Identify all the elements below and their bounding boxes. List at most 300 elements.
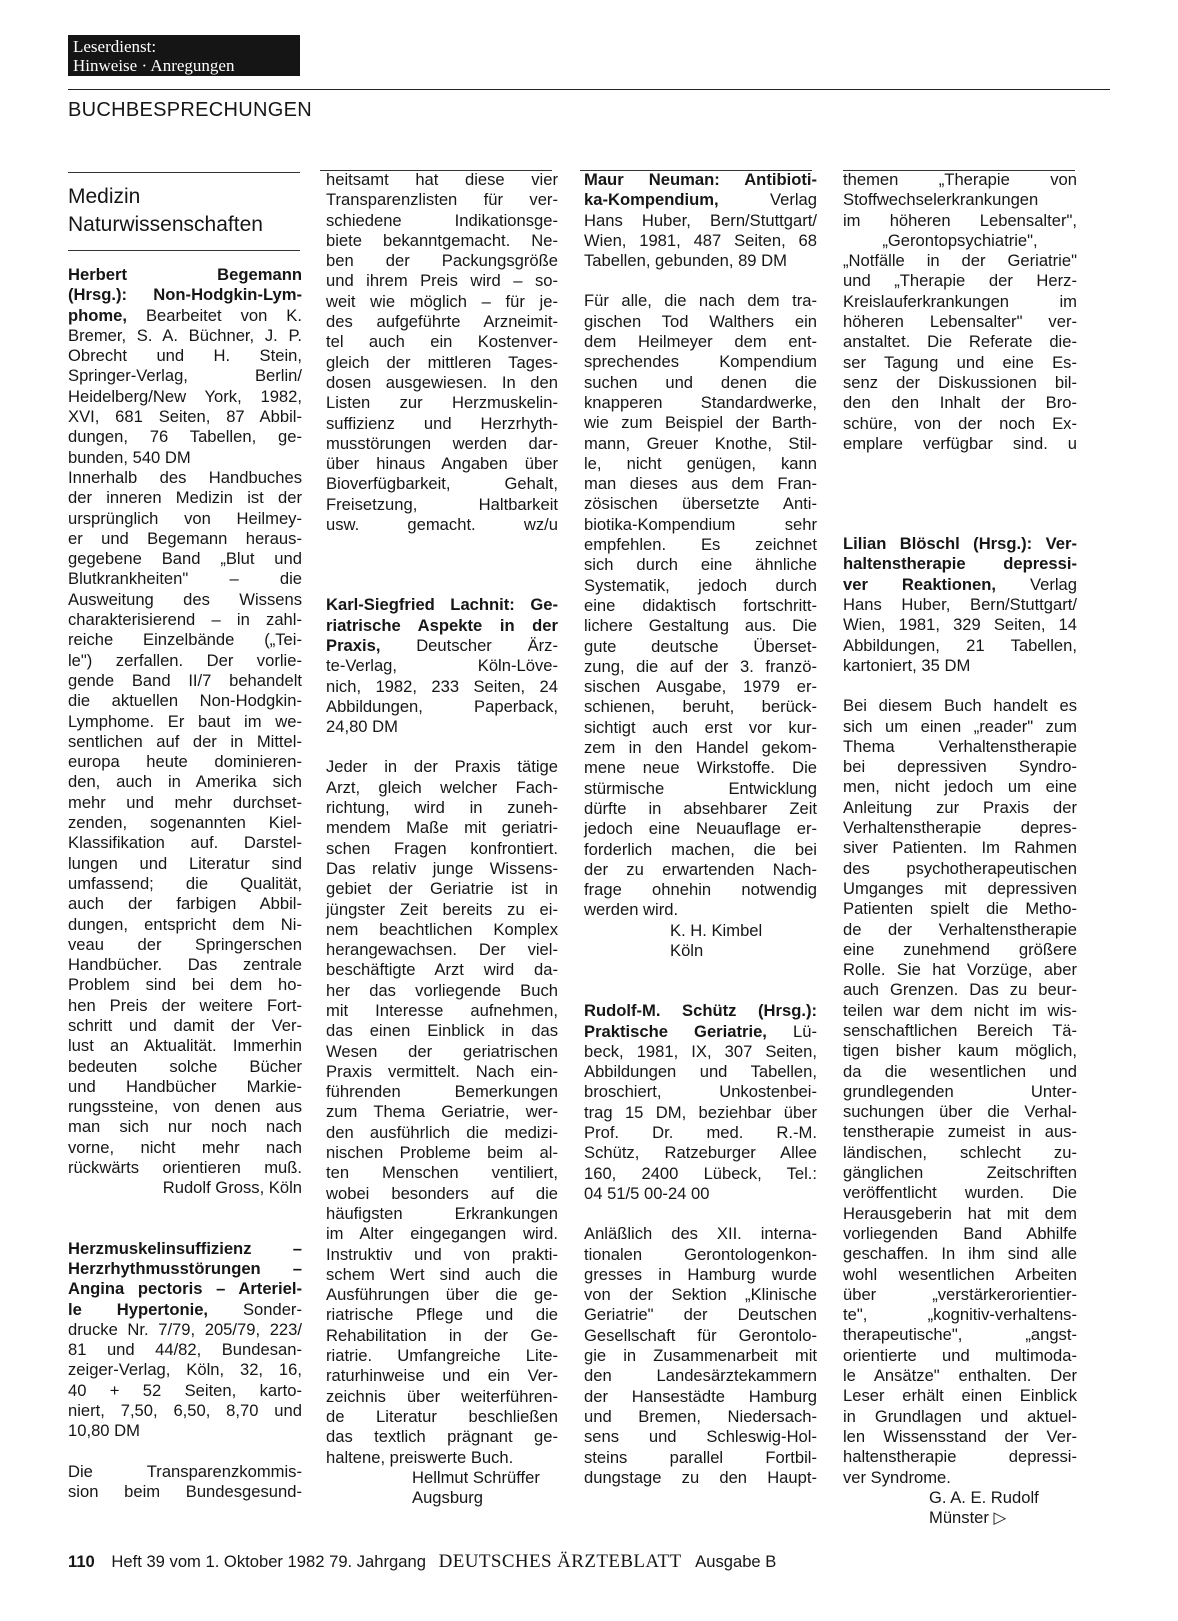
- text-run: ser Tagung und eine Es-: [843, 352, 1077, 372]
- text-line: [584, 332, 817, 352]
- text-run: suchen und denen die: [584, 372, 817, 392]
- text-run: auch der farbigen Abbil-: [68, 894, 302, 914]
- text-line: [584, 1427, 817, 1447]
- text-line: [68, 1259, 302, 1279]
- paragraph-gap: [68, 1199, 302, 1239]
- text-run: höheren Lebensalter" ver-: [843, 312, 1077, 332]
- paragraph-gap: [68, 1442, 302, 1462]
- text-run: Verhaltenstherapie depres-: [843, 818, 1077, 838]
- text-run: den ausführlich die medizi-: [326, 1122, 558, 1142]
- text-line: [326, 190, 558, 210]
- text-run: Listen zur Herzmuskelin-: [326, 393, 558, 413]
- text-line: [326, 1143, 558, 1163]
- text-line: [843, 170, 1077, 190]
- text-run: schen Fragen konfrontiert.: [326, 838, 558, 858]
- text-run: senz der Diskussionen bil-: [843, 372, 1077, 392]
- text-line: [843, 1488, 1077, 1508]
- text-line: [843, 920, 1077, 940]
- text-line: [584, 616, 817, 636]
- text-run: Springer-Verlag, Berlin/: [68, 366, 302, 386]
- text-line: [68, 915, 302, 935]
- text-line: [843, 980, 1077, 1000]
- text-line: [843, 554, 1077, 574]
- text-run: Die Transparenzkommis-: [68, 1461, 302, 1481]
- text-line: [843, 1447, 1077, 1467]
- text-line: [326, 434, 558, 454]
- paragraph-gap: [326, 737, 558, 757]
- text-line: [326, 211, 558, 231]
- text-run: veröffentlicht wurden. Die: [843, 1183, 1077, 1203]
- text-run: auch Grenzen. Das zu beur-: [843, 980, 1077, 1000]
- bold-text-run: Herzrhythmusstörungen –: [68, 1258, 302, 1278]
- text-line: [843, 231, 1077, 251]
- text-line: [843, 960, 1077, 980]
- text-run: len Wissensstand der Ver-: [843, 1426, 1077, 1446]
- text-line: [843, 757, 1077, 777]
- text-line: [68, 1360, 302, 1380]
- text-run: drucke Nr. 7/79, 205/79, 223/: [68, 1319, 302, 1339]
- text-line: [326, 1082, 558, 1102]
- paragraph-gap: [326, 575, 558, 595]
- text-line: [68, 975, 302, 995]
- text-line: [843, 373, 1077, 393]
- text-line: [584, 1387, 817, 1407]
- text-run: themen „Therapie von: [843, 170, 1077, 189]
- text-line: [843, 656, 1077, 676]
- text-run: stürmische Entwicklung: [584, 778, 817, 798]
- text-line: [843, 434, 1077, 454]
- text-line: [68, 1462, 302, 1482]
- text-line: [843, 251, 1077, 271]
- text-run: bunden, 540 DM: [68, 447, 191, 467]
- text-line: [584, 1184, 817, 1204]
- bold-text-run: Maur Neuman: Antibioti-: [584, 170, 817, 189]
- header-rule: [68, 89, 1110, 90]
- text-run: geschaffen. In ihm sind alle: [843, 1244, 1077, 1264]
- text-run: forderlich machen, die bei: [584, 839, 817, 859]
- text-run: jüngster Zeit bereits zu ei-: [326, 899, 558, 919]
- text-run: Sonder-: [242, 1299, 302, 1319]
- text-line: [584, 1143, 817, 1163]
- text-line: [843, 1122, 1077, 1142]
- text-line: [843, 1062, 1077, 1082]
- text-run: sprechendes Kompendium: [584, 352, 817, 372]
- text-line: [68, 326, 302, 346]
- text-line: [584, 454, 817, 474]
- text-line: [843, 859, 1077, 879]
- text-run: Ausführungen über die ge-: [326, 1285, 558, 1305]
- text-run: das textlich prägnant ge-: [326, 1427, 558, 1447]
- text-run: Ausweitung des Wissens: [68, 589, 302, 609]
- text-run: 81 und 44/82, Bundesan-: [68, 1340, 302, 1360]
- paragraph-gap: [843, 494, 1077, 534]
- text-line: [326, 595, 558, 615]
- text-run: Anleitung zur Praxis der: [843, 797, 1077, 817]
- text-run: Bearbeitet von K.: [145, 305, 302, 325]
- text-run: le Ansätze" enthalten. Der: [843, 1366, 1077, 1386]
- text-run: her das vorliegende Buch: [326, 980, 558, 1000]
- text-line: [843, 717, 1077, 737]
- text-run: Innerhalb des Handbuches: [68, 467, 302, 487]
- text-run: Hellmut Schrüffer: [412, 1467, 540, 1487]
- text-run: beschäftigte Arzt wird da-: [326, 960, 558, 980]
- text-line: [326, 960, 558, 980]
- text-line: [68, 1401, 302, 1421]
- text-run: schienen, beruht, berück-: [584, 697, 817, 717]
- text-run: er und Begemann heraus-: [68, 528, 302, 548]
- text-line: [326, 170, 558, 190]
- text-line: [843, 777, 1077, 797]
- text-line: [68, 813, 302, 833]
- text-line: [584, 291, 817, 311]
- text-line: [326, 515, 558, 535]
- text-line: [68, 569, 302, 589]
- text-line: [68, 1138, 302, 1158]
- bold-text-run: ver Reaktionen,: [843, 574, 1030, 594]
- text-run: heitsamt hat diese vier: [326, 170, 558, 189]
- text-line: [68, 1340, 302, 1360]
- text-run: lust an Aktualität. Immerhin: [68, 1036, 302, 1056]
- text-line: [843, 636, 1077, 656]
- text-line: [843, 1508, 1077, 1528]
- category-line-2: Naturwissenschaften: [68, 213, 263, 236]
- text-line: [326, 474, 558, 494]
- text-line: [68, 712, 302, 732]
- text-run: te", „kognitiv-verhaltens-: [843, 1305, 1077, 1325]
- text-line: [843, 190, 1077, 210]
- text-run: sentlichen auf der in Mittel-: [68, 731, 302, 751]
- text-line: [843, 393, 1077, 413]
- text-run: gute deutsche Überset-: [584, 636, 817, 656]
- text-line: [584, 1448, 817, 1468]
- text-run: Wesen der geriatrischen: [326, 1041, 558, 1061]
- text-run: sischen Ausgabe, 1979 er-: [584, 677, 817, 697]
- text-line: [843, 1468, 1077, 1488]
- text-line: [68, 366, 302, 386]
- text-run: sens und Schleswig-Hol-: [584, 1427, 817, 1447]
- text-line: [843, 1163, 1077, 1183]
- text-line: [326, 940, 558, 960]
- text-line: [584, 779, 817, 799]
- text-line: [68, 1077, 302, 1097]
- text-line: [68, 833, 302, 853]
- text-line: [326, 231, 558, 251]
- text-run: Wien, 1981, 487 Seiten, 68: [584, 230, 817, 250]
- text-run: hen Preis der weitere Fort-: [68, 995, 302, 1015]
- text-run: kartoniert, 35 DM: [843, 655, 971, 675]
- bold-text-run: Karl-Siegfried Lachnit: Ge-: [326, 595, 558, 615]
- text-line: [68, 1279, 302, 1299]
- text-line: [584, 1366, 817, 1386]
- text-line: [68, 346, 302, 366]
- text-run: Lü-: [793, 1021, 817, 1041]
- text-line: [584, 1123, 817, 1143]
- text-run: reiche Einzelbände („Tei-: [68, 630, 302, 650]
- text-run: zenden, sogenannten Kiel-: [68, 813, 302, 833]
- text-run: dungen, 76 Tabellen, ge-: [68, 427, 302, 447]
- text-run: G. A. E. Rudolf: [929, 1487, 1039, 1507]
- text-run: Abbildungen, 21 Tabellen,: [843, 635, 1077, 655]
- text-run: Anläßlich des XII. interna-: [584, 1224, 817, 1244]
- column-2: [326, 170, 558, 1508]
- text-run: Arzt, gleich welcher Fach-: [326, 777, 558, 797]
- text-line: [584, 1285, 817, 1305]
- text-run: den Landesärztekammern: [584, 1366, 817, 1386]
- text-line: [584, 352, 817, 372]
- text-line: [843, 615, 1077, 635]
- text-run: wobei besonders auf die: [326, 1183, 558, 1203]
- text-run: 10,80 DM: [68, 1421, 140, 1441]
- text-line: [326, 879, 558, 899]
- text-run: Leser erhält einen Einblick: [843, 1386, 1077, 1406]
- text-run: de Literatur beschließen: [326, 1406, 558, 1426]
- bold-text-run: riatrische Aspekte in der: [326, 615, 558, 635]
- text-run: Bei diesem Buch handelt es: [843, 696, 1077, 716]
- text-line: [68, 549, 302, 569]
- text-line: [843, 1082, 1077, 1102]
- text-line: [584, 1164, 817, 1184]
- text-run: le, nicht genügen, kann: [584, 453, 817, 473]
- journal-name: DEUTSCHES ÄRZTEBLATT: [438, 1551, 682, 1572]
- text-line: [68, 265, 302, 285]
- text-line: [584, 941, 817, 961]
- text-run: Münster ▷: [929, 1508, 1007, 1528]
- text-run: häufigsten Erkrankungen: [326, 1203, 558, 1223]
- bold-text-run: Angina pectoris – Arteriel-: [68, 1279, 302, 1299]
- text-run: Problem sind bei dem ho-: [68, 975, 302, 995]
- text-line: [68, 874, 302, 894]
- text-line: [326, 454, 558, 474]
- text-run: schiedene Indikationsge-: [326, 210, 558, 230]
- text-run: über „verstärkerorientier-: [843, 1284, 1077, 1304]
- text-line: [68, 793, 302, 813]
- text-run: schritt und damit der Ver-: [68, 1015, 302, 1035]
- bold-text-run: Rudolf-M. Schütz (Hrsg.):: [584, 1001, 817, 1021]
- text-line: [326, 839, 558, 859]
- text-line: [326, 1163, 558, 1183]
- text-run: gie in Zusammenarbeit mit: [584, 1346, 817, 1366]
- page-number: 110: [68, 1552, 95, 1571]
- text-run: Lymphome. Er baut im we-: [68, 711, 302, 731]
- text-run: gebiet der Geriatrie ist in: [326, 879, 558, 899]
- text-run: im höheren Lebensalter",: [843, 210, 1077, 230]
- text-run: raturhinweise und ein Ver-: [326, 1366, 558, 1386]
- text-run: des psychotherapeutischen: [843, 858, 1077, 878]
- text-run: lungen und Literatur sind: [68, 853, 302, 873]
- text-line: [843, 1021, 1077, 1041]
- text-line: [584, 697, 817, 717]
- text-run: anstaltet. Die Referate die-: [843, 332, 1077, 352]
- text-run: das einen Einblick in das: [326, 1021, 558, 1041]
- text-line: [584, 211, 817, 231]
- text-line: [584, 555, 817, 575]
- text-line: [843, 838, 1077, 858]
- text-line: [68, 488, 302, 508]
- text-run: und ihrem Preis wird – so-: [326, 271, 558, 291]
- text-run: Kreislauferkrankungen im: [843, 291, 1077, 311]
- text-line: [326, 1123, 558, 1143]
- text-line: [584, 657, 817, 677]
- text-run: der zu erwartenden Nach-: [584, 859, 817, 879]
- column-3: [584, 170, 817, 1488]
- text-run: Bioverfügbarkeit, Gehalt,: [326, 474, 558, 494]
- text-run: der Hansestädte Hamburg: [584, 1386, 817, 1406]
- bold-text-run: Lilian Blöschl (Hrsg.): Ver-: [843, 534, 1077, 554]
- text-line: [584, 373, 817, 393]
- text-run: nich, 1982, 233 Seiten, 24: [326, 676, 558, 696]
- bold-text-run: haltenstherapie depressi-: [843, 554, 1077, 574]
- text-line: [584, 637, 817, 657]
- text-run: suffizienz und Herzrhyth-: [326, 413, 558, 433]
- text-run: Gesellschaft für Gerontolo-: [584, 1325, 817, 1345]
- text-line: [326, 1021, 558, 1041]
- text-line: [326, 677, 558, 697]
- text-run: Abbildungen und Tabellen,: [584, 1062, 817, 1082]
- text-run: von der Sektion „Klinische: [584, 1285, 817, 1305]
- text-run: Praxis vermittelt. Nach ein-: [326, 1061, 558, 1081]
- text-line: [584, 576, 817, 596]
- text-run: trag 15 DM, beziehbar über: [584, 1102, 817, 1122]
- text-run: siver Patienten. Im Rahmen: [843, 838, 1077, 858]
- text-run: die aktuellen Non-Hodgkin-: [68, 691, 302, 711]
- text-line: [326, 717, 558, 737]
- text-run: tel auch ein Kostenver-: [326, 332, 558, 352]
- text-line: [68, 955, 302, 975]
- text-line: [68, 1482, 302, 1502]
- text-run: mehr und mehr durchset-: [68, 792, 302, 812]
- text-run: wohl wesentlichen Arbeiten: [843, 1264, 1077, 1284]
- text-line: [584, 251, 817, 271]
- text-run: Tabellen, gebunden, 89 DM: [584, 251, 787, 271]
- text-line: [843, 1325, 1077, 1345]
- text-line: [584, 921, 817, 941]
- text-line: [68, 671, 302, 691]
- text-run: biotika-Kompendium sehr: [584, 514, 817, 534]
- text-run: charakterisierend – in zahl-: [68, 610, 302, 630]
- text-line: [843, 534, 1077, 554]
- text-line: [584, 840, 817, 860]
- text-line: [584, 819, 817, 839]
- text-run: de der Verhaltenstherapie: [843, 919, 1077, 939]
- text-line: [326, 414, 558, 434]
- text-run: men, nicht jedoch um eine: [843, 777, 1077, 797]
- text-line: [68, 1158, 302, 1178]
- text-line: [843, 595, 1077, 615]
- text-run: gänglichen Zeitschriften: [843, 1163, 1077, 1183]
- text-run: schüre, von der noch Ex-: [843, 413, 1077, 433]
- text-run: Verlag: [1029, 574, 1077, 594]
- text-run: emplare verfügbar sind. u: [843, 433, 1077, 453]
- text-line: [843, 1224, 1077, 1244]
- text-run: den, auch in Amerika sich: [68, 772, 302, 792]
- text-run: suchungen über die Verhal-: [843, 1102, 1077, 1122]
- text-line: [584, 312, 817, 332]
- text-run: steins parallel Fortbil-: [584, 1447, 817, 1467]
- rubric-label-box: [68, 35, 300, 76]
- issue-info: Heft 39 vom 1. Oktober 1982 79. Jahrgang: [111, 1552, 426, 1571]
- text-run: weit wie möglich – für je-: [326, 291, 558, 311]
- text-line: [68, 630, 302, 650]
- text-run: zeichnis über weiterführen-: [326, 1386, 558, 1406]
- text-line: [326, 271, 558, 291]
- text-line: [843, 696, 1077, 716]
- text-run: Herausgeberin hat mit dem: [843, 1203, 1077, 1223]
- text-line: [68, 894, 302, 914]
- text-run: zum Thema Geriatrie, wer-: [326, 1102, 558, 1122]
- text-run: in Grundlagen und aktuel-: [843, 1406, 1077, 1426]
- text-line: [326, 1468, 558, 1488]
- text-line: [584, 677, 817, 697]
- text-run: Stoffwechselerkrankungen: [843, 190, 1039, 210]
- text-run: Schütz, Ratzeburger Allee: [584, 1143, 817, 1163]
- text-run: ben der Packungsgröße: [326, 251, 558, 271]
- text-line: [584, 1305, 817, 1325]
- text-run: riatrie. Umfangreiche Lite-: [326, 1346, 558, 1366]
- text-line: [68, 752, 302, 772]
- text-run: musstörungen werden dar-: [326, 433, 558, 453]
- text-run: rungssteine, von denen aus: [68, 1097, 302, 1117]
- text-line: [68, 1300, 302, 1320]
- text-run: 40 + 52 Seiten, karto-: [68, 1380, 302, 1400]
- text-line: [68, 1057, 302, 1077]
- text-line: [68, 1381, 302, 1401]
- text-run: vorne, nicht mehr nach: [68, 1137, 302, 1157]
- text-line: [68, 306, 302, 326]
- text-line: [326, 798, 558, 818]
- text-line: [584, 1407, 817, 1427]
- text-line: [843, 575, 1077, 595]
- text-run: richtung, wird in zuneh-: [326, 798, 558, 818]
- text-line: [326, 495, 558, 515]
- text-line: [326, 312, 558, 332]
- text-line: [584, 596, 817, 616]
- text-run: jedoch eine Neuauflage er-: [584, 819, 817, 839]
- text-run: usw. gemacht. wz/u: [326, 515, 558, 535]
- paragraph-gap: [326, 535, 558, 575]
- text-run: therapeutische", „angst-: [843, 1325, 1077, 1345]
- text-run: Geriatrie" der Deutschen: [584, 1305, 817, 1325]
- text-line: [326, 353, 558, 373]
- text-run: mendem Maße mit geriatri-: [326, 818, 558, 838]
- text-line: [584, 860, 817, 880]
- text-run: gegebene Band „Blut und: [68, 549, 302, 569]
- text-run: eine zunehmend größere: [843, 939, 1077, 959]
- category-heading: [68, 183, 263, 239]
- text-line: [843, 332, 1077, 352]
- text-line: [326, 1265, 558, 1285]
- text-line: [326, 292, 558, 312]
- text-run: zeiger-Verlag, Köln, 32, 16,: [68, 1360, 302, 1380]
- text-run: veau der Springerschen: [68, 934, 302, 954]
- text-run: über hinaus Angaben über: [326, 454, 558, 474]
- text-line: [584, 1326, 817, 1346]
- text-run: tenstherapie zumeist in aus-: [843, 1122, 1077, 1142]
- text-run: ver Syndrome.: [843, 1467, 951, 1487]
- text-line: [584, 170, 817, 190]
- text-run: eine didaktisch fortschritt-: [584, 595, 817, 615]
- text-line: [68, 854, 302, 874]
- text-run: Obrecht und H. Stein,: [68, 346, 302, 366]
- text-run: haltene, preiswerte Buch.: [326, 1447, 514, 1467]
- text-run: Rehabilitation in der Ge-: [326, 1325, 558, 1345]
- text-run: nischen Probleme beim al-: [326, 1143, 558, 1163]
- text-line: [843, 1386, 1077, 1406]
- text-line: [68, 529, 302, 549]
- text-run: Bremer, S. A. Büchner, J. P.: [68, 325, 302, 345]
- text-run: Rudolf Gross, Köln: [162, 1178, 302, 1198]
- text-run: biete bekanntgemacht. Ne-: [326, 230, 558, 250]
- text-line: [68, 1117, 302, 1137]
